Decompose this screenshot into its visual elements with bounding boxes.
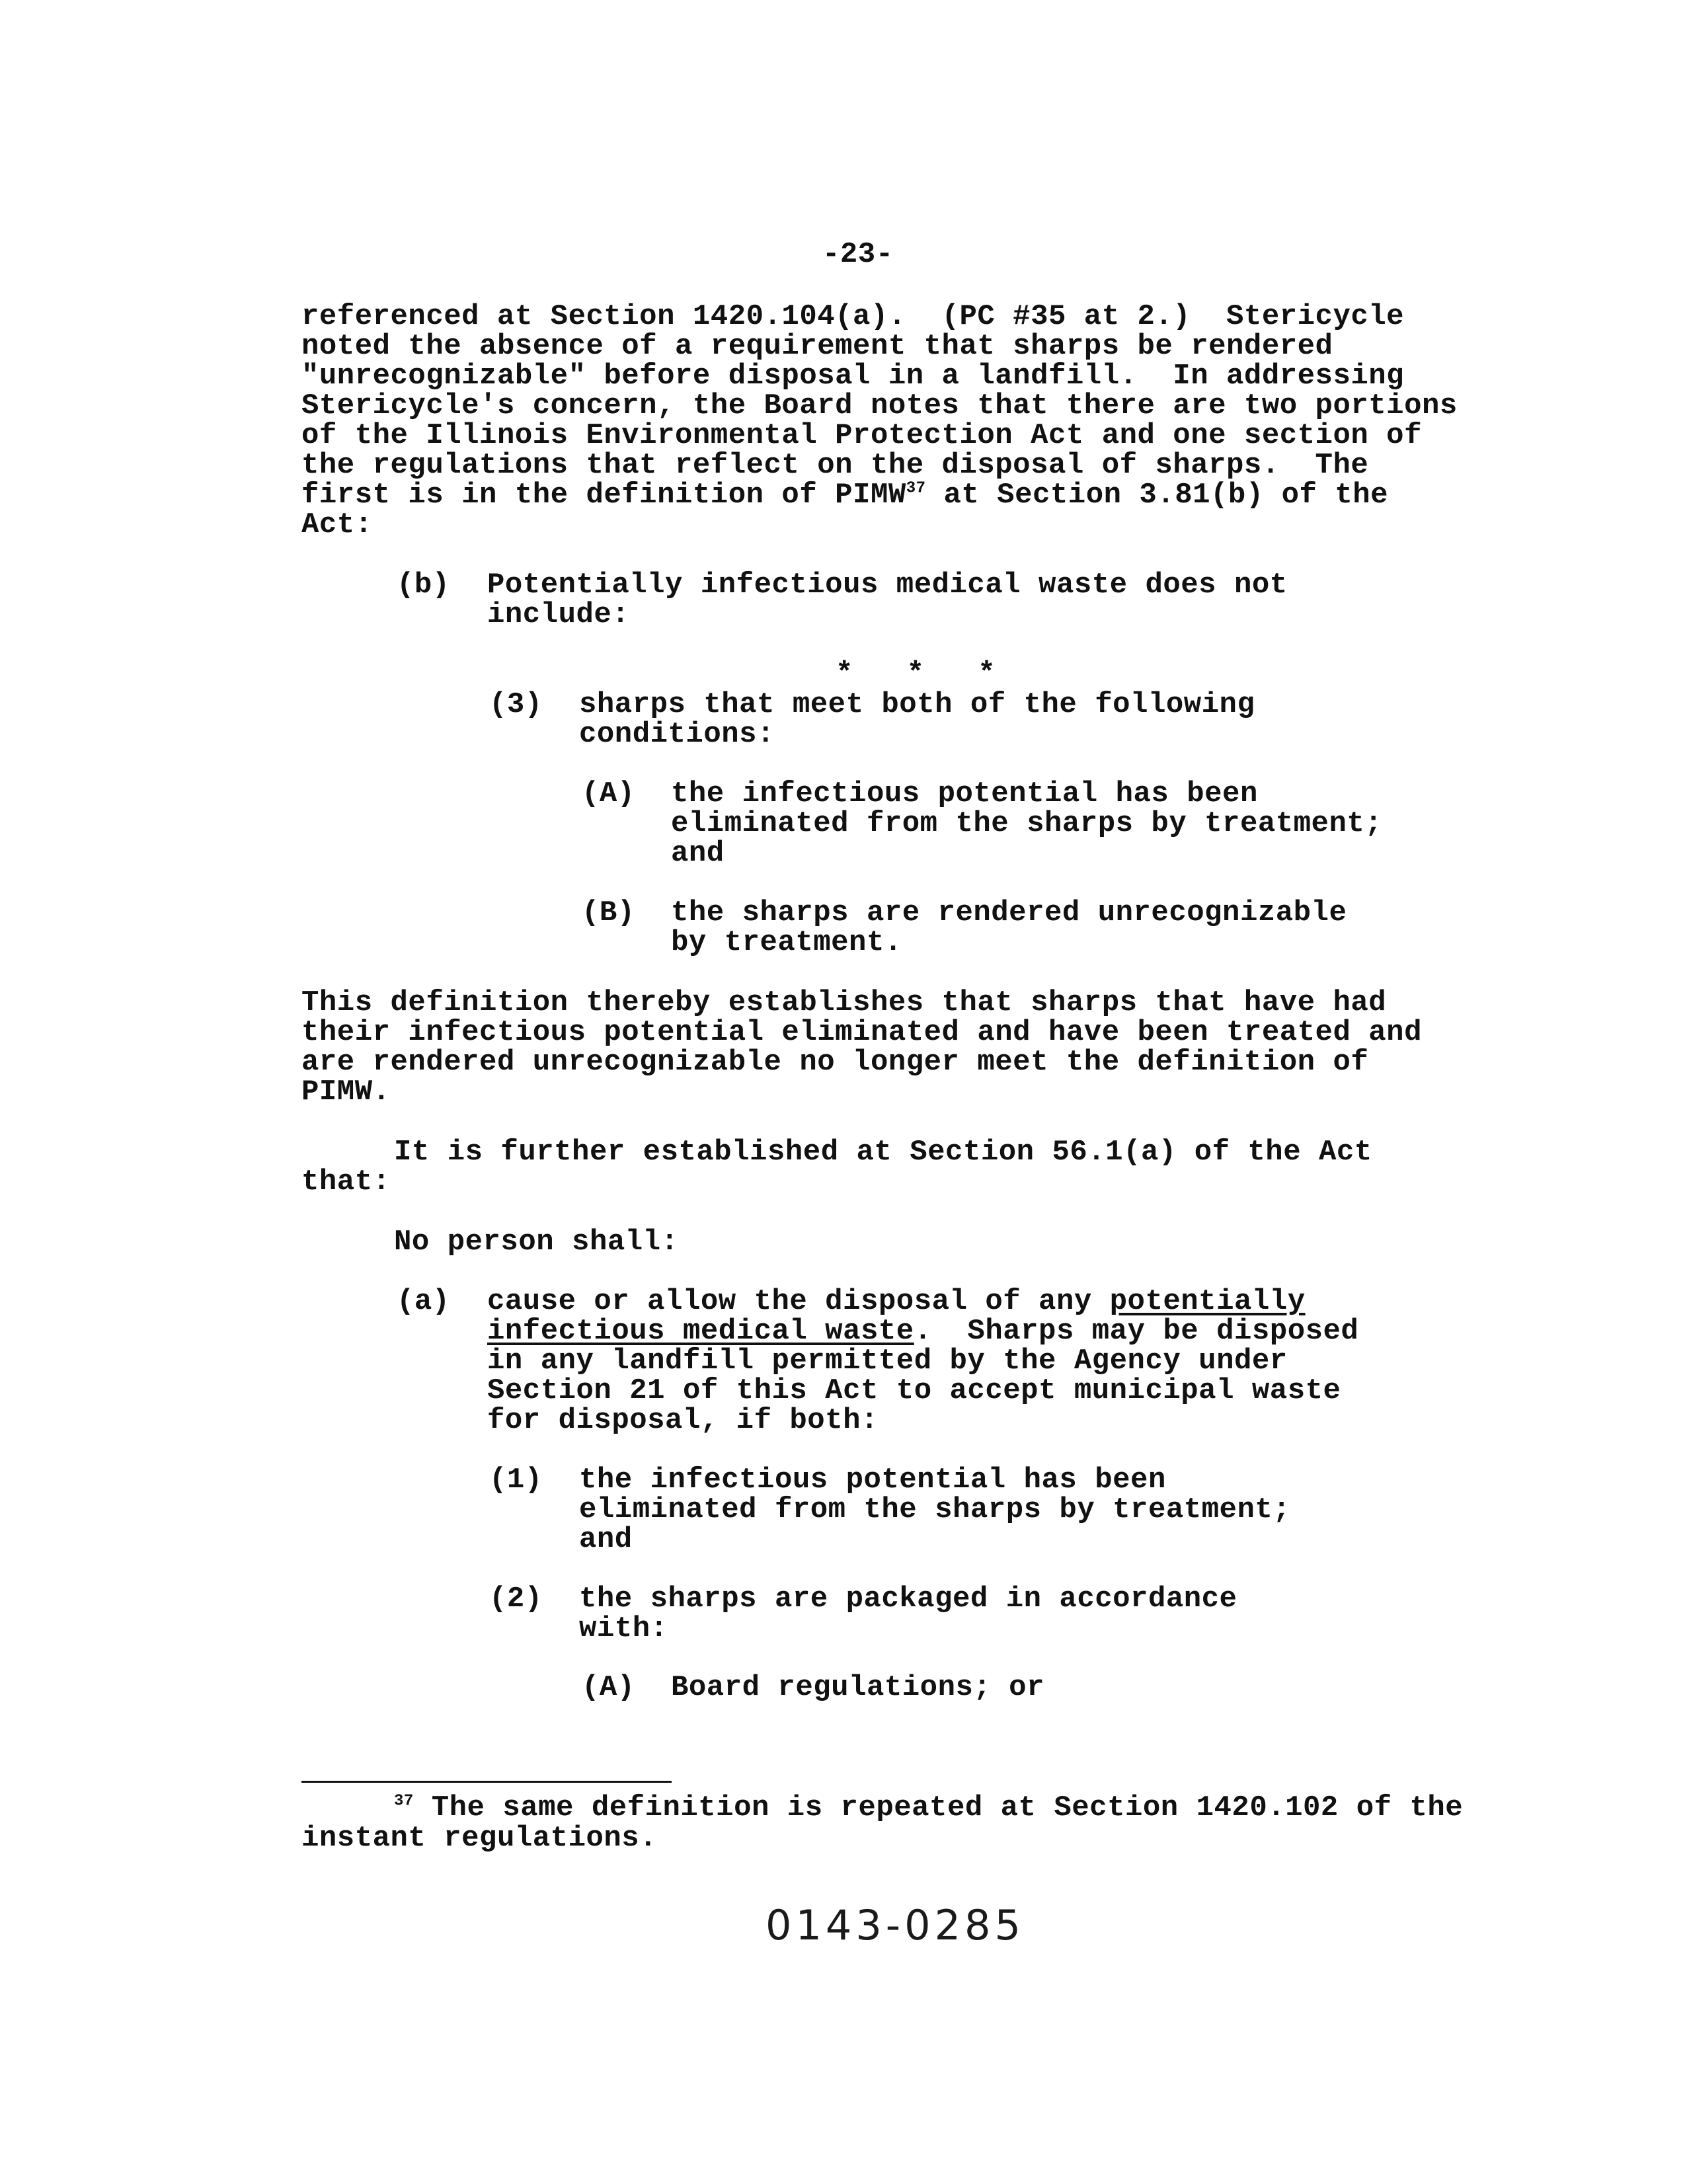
footnote-separator [301, 1781, 672, 1783]
item-label-A: (A) [582, 777, 635, 810]
intro-line: the regulations that reflect on the disposal of sharps. The [301, 449, 1369, 482]
document-stamp-number: 0143-0285 [765, 1901, 1025, 1949]
item-label-B: (B) [582, 896, 635, 929]
intro-line-with-footnote-ref [301, 480, 1388, 510]
item-label-2: (2) [489, 1582, 543, 1616]
intro-line: of the Illinois Environmental Protection Act and one section of [301, 419, 1422, 452]
paragraph-line: It is further established at Section 56.1(a) of the Act [394, 1136, 1372, 1169]
item-a-text [487, 1316, 1358, 1346]
intro-line: Act: [301, 508, 373, 541]
ellipsis-asterisks: * * * [836, 657, 996, 690]
paragraph-line: PIMW. [301, 1075, 391, 1109]
item-a-text: in any landfill permitted by the Agency under [487, 1345, 1288, 1378]
item-A-text: and [671, 837, 725, 870]
item-b-text: include: [487, 598, 630, 631]
item-1-text: eliminated from the sharps by treatment; [579, 1493, 1291, 1526]
intro-line: referenced at Section 1420.104(a). (PC #35 at 2.) Stericycle [301, 300, 1405, 333]
item-1-text: the infectious potential has been [579, 1463, 1166, 1497]
item-B-text: by treatment. [671, 926, 902, 959]
intro-line: Stericycle's concern, the Board notes that there are two portions [301, 389, 1458, 422]
item-a-text: for disposal, if both: [487, 1404, 879, 1437]
intro-line-text: first is in the definition of PIMW [301, 479, 906, 512]
item-A-text: Board regulations; or [671, 1671, 1044, 1704]
item-a-text-plain: . Sharps may be disposed [914, 1315, 1359, 1348]
item-label-b: (b) [397, 568, 450, 602]
footnote-number: 37 [394, 1792, 414, 1811]
item-3-text: sharps that meet both of the following [579, 688, 1255, 721]
paragraph-line: that: [301, 1165, 391, 1198]
item-a-text-underlined: infectious medical waste [487, 1315, 914, 1348]
page-number: -23- [822, 238, 894, 271]
paragraph-line: their infectious potential eliminated and have been treated and [301, 1016, 1422, 1049]
item-a-text: Section 21 of this Act to accept municipal waste [487, 1374, 1341, 1407]
item-B-text: the sharps are rendered unrecognizable [671, 896, 1347, 929]
paragraph-line: are rendered unrecognizable no longer meet the definition of [301, 1046, 1369, 1079]
quote-lead: No person shall: [394, 1226, 679, 1259]
footnote-reference[interactable]: 37 [906, 479, 926, 498]
item-a-text-underlined: potentially [1109, 1285, 1306, 1318]
item-b-text: Potentially infectious medical waste does not [487, 568, 1288, 602]
footnote-line [394, 1793, 1463, 1823]
item-a-text [487, 1286, 1306, 1317]
item-label-a: (a) [397, 1285, 450, 1318]
item-3-text: conditions: [579, 718, 775, 751]
footnote-line: instant regulations. [301, 1822, 658, 1855]
item-a-text-plain: cause or allow the disposal of any [487, 1285, 1110, 1318]
item-A-text: eliminated from the sharps by treatment; [671, 807, 1383, 840]
item-2-text: the sharps are packaged in accordance [579, 1582, 1237, 1616]
item-label-3: (3) [489, 688, 543, 721]
item-label-A: (A) [582, 1671, 635, 1704]
item-2-text: with: [579, 1612, 668, 1645]
item-label-1: (1) [489, 1463, 543, 1497]
intro-line-text: at Section 3.81(b) of the [925, 479, 1389, 512]
intro-line: noted the absence of a requirement that sharps be rendered [301, 330, 1333, 363]
item-A-text: the infectious potential has been [671, 777, 1258, 810]
item-1-text: and [579, 1523, 633, 1556]
footnote-text: The same definition is repeated at Section 1420.102 of the [413, 1791, 1464, 1824]
intro-line: "unrecognizable" before disposal in a landfill. In addressing [301, 360, 1405, 393]
paragraph-line: This definition thereby establishes that sharps that have had [301, 986, 1387, 1019]
